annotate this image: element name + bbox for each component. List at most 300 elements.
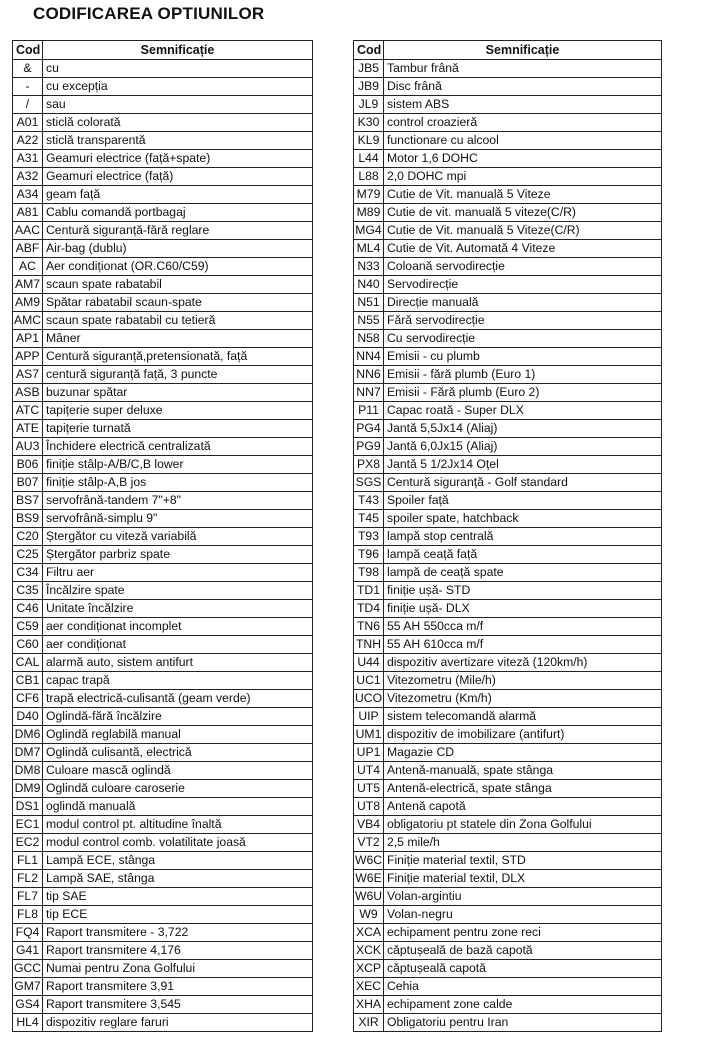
option-meaning: dispozitiv de imobilizare (antifurt)	[384, 726, 662, 744]
table-row	[354, 852, 662, 870]
option-meaning: cu	[43, 60, 313, 78]
table-row	[13, 564, 313, 582]
table-row	[13, 492, 313, 510]
option-code: TD4	[354, 600, 384, 618]
option-code: ABF	[13, 240, 43, 258]
table-row	[354, 762, 662, 780]
table-row	[13, 150, 313, 168]
option-meaning: Spătar rabatabil scaun-spate	[43, 294, 313, 312]
table-row	[13, 240, 313, 258]
column-header-meaning: Semnificație	[43, 41, 313, 60]
table-row	[13, 222, 313, 240]
option-meaning: oglindă manuală	[43, 798, 313, 816]
table-row	[13, 672, 313, 690]
option-code: CAL	[13, 654, 43, 672]
table-row	[354, 564, 662, 582]
option-code: &	[13, 60, 43, 78]
option-meaning: Volan-argintiu	[384, 888, 662, 906]
table-row	[354, 384, 662, 402]
table-row	[354, 600, 662, 618]
option-code: HL4	[13, 1014, 43, 1032]
option-code: XHA	[354, 996, 384, 1014]
option-meaning: Lampă SAE, stânga	[43, 870, 313, 888]
option-meaning: 55 AH 550cca m/f	[384, 618, 662, 636]
table-row	[354, 690, 662, 708]
option-meaning: servofrână-simplu 9"	[43, 510, 313, 528]
option-meaning: dispozitiv avertizare viteză (120km/h)	[384, 654, 662, 672]
table-row	[354, 330, 662, 348]
table-row	[13, 60, 313, 78]
table-row	[13, 852, 313, 870]
option-meaning: Fără servodirecție	[384, 312, 662, 330]
column-header-meaning: Semnificație	[384, 41, 662, 60]
table-row	[13, 636, 313, 654]
option-meaning: Cutie de Vit. manuală 5 Viteze(C/R)	[384, 222, 662, 240]
table-row	[13, 960, 313, 978]
option-code: C20	[13, 528, 43, 546]
option-meaning: tapițerie turnată	[43, 420, 313, 438]
option-meaning: Cutie de Vit. Automată 4 Viteze	[384, 240, 662, 258]
table-row	[13, 456, 313, 474]
option-code: NN4	[354, 348, 384, 366]
table-row	[354, 348, 662, 366]
option-meaning: Magazie CD	[384, 744, 662, 762]
table-row	[13, 420, 313, 438]
option-meaning: Volan-negru	[384, 906, 662, 924]
table-row	[13, 798, 313, 816]
option-code: SGS	[354, 474, 384, 492]
option-code: N33	[354, 258, 384, 276]
option-code: GM7	[13, 978, 43, 996]
table-row	[354, 996, 662, 1014]
option-code: VB4	[354, 816, 384, 834]
table-row	[13, 870, 313, 888]
table-row	[354, 672, 662, 690]
table-row	[354, 708, 662, 726]
option-code: PX8	[354, 456, 384, 474]
option-code: BS7	[13, 492, 43, 510]
option-meaning: Cehia	[384, 978, 662, 996]
option-meaning: Emisii - Fără plumb (Euro 2)	[384, 384, 662, 402]
table-row	[354, 654, 662, 672]
option-code: AMC	[13, 312, 43, 330]
table-row	[13, 600, 313, 618]
option-code: UC1	[354, 672, 384, 690]
option-code: NN7	[354, 384, 384, 402]
table-row	[13, 924, 313, 942]
option-code: DM8	[13, 762, 43, 780]
table-row	[13, 330, 313, 348]
table-row	[354, 816, 662, 834]
option-code: A32	[13, 168, 43, 186]
table-row	[354, 258, 662, 276]
option-code: T43	[354, 492, 384, 510]
option-meaning: Cutie de Vit. manuală 5 Viteze	[384, 186, 662, 204]
option-code: AS7	[13, 366, 43, 384]
option-meaning: Aer condiționat (OR.C60/C59)	[43, 258, 313, 276]
option-meaning: căptușeală capotă	[384, 960, 662, 978]
option-code: DS1	[13, 798, 43, 816]
codes-table-right	[353, 40, 662, 1032]
option-meaning: Oglindă-fără încălzire	[43, 708, 313, 726]
table-row	[354, 366, 662, 384]
table-row	[354, 528, 662, 546]
option-meaning: 2,5 mile/h	[384, 834, 662, 852]
table-row	[354, 582, 662, 600]
option-meaning: finiție ușă- STD	[384, 582, 662, 600]
table-row	[354, 474, 662, 492]
option-meaning: Raport transmitere - 3,722	[43, 924, 313, 942]
option-meaning: sticlă colorată	[43, 114, 313, 132]
option-meaning: aer condiționat incomplet	[43, 618, 313, 636]
option-meaning: spoiler spate, hatchback	[384, 510, 662, 528]
option-meaning: Motor 1,6 DOHC	[384, 150, 662, 168]
codes-table-left-body	[13, 60, 313, 1032]
option-meaning: Air-bag (dublu)	[43, 240, 313, 258]
table-row	[13, 258, 313, 276]
option-meaning: Jantă 6,0Jx15 (Aliaj)	[384, 438, 662, 456]
table-row	[354, 726, 662, 744]
option-meaning: lampă stop centrală	[384, 528, 662, 546]
table-row	[13, 510, 313, 528]
option-meaning: aer condiționat	[43, 636, 313, 654]
option-code: W6E	[354, 870, 384, 888]
page-title: CODIFICAREA OPTIUNILOR	[33, 4, 265, 23]
option-meaning: sticlă transparentă	[43, 132, 313, 150]
option-code: N40	[354, 276, 384, 294]
table-row	[354, 870, 662, 888]
option-code: AU3	[13, 438, 43, 456]
table-row	[13, 690, 313, 708]
table-row	[354, 204, 662, 222]
option-meaning: Geamuri electrice (față+spate)	[43, 150, 313, 168]
table-row	[354, 294, 662, 312]
option-meaning: Capac roată - Super DLX	[384, 402, 662, 420]
table-row	[354, 546, 662, 564]
option-code: XIR	[354, 1014, 384, 1032]
option-code: A22	[13, 132, 43, 150]
option-code: XCA	[354, 924, 384, 942]
table-row	[354, 924, 662, 942]
table-row	[13, 978, 313, 996]
option-code: C34	[13, 564, 43, 582]
option-meaning: lampă de ceață spate	[384, 564, 662, 582]
option-code: TN6	[354, 618, 384, 636]
table-row	[354, 132, 662, 150]
table-row	[13, 816, 313, 834]
option-code: FL7	[13, 888, 43, 906]
option-meaning: finiție stâlp-A,B jos	[43, 474, 313, 492]
table-row	[354, 438, 662, 456]
option-meaning: Jantă 5,5Jx14 (Aliaj)	[384, 420, 662, 438]
option-code: JB9	[354, 78, 384, 96]
option-code: D40	[13, 708, 43, 726]
option-code: ML4	[354, 240, 384, 258]
option-code: FQ4	[13, 924, 43, 942]
option-meaning: sistem telecomandă alarmă	[384, 708, 662, 726]
option-code: T45	[354, 510, 384, 528]
option-code: TD1	[354, 582, 384, 600]
option-meaning: 55 AH 610cca m/f	[384, 636, 662, 654]
option-meaning: Mâner	[43, 330, 313, 348]
option-meaning: dispozitiv reglare faruri	[43, 1014, 313, 1032]
option-code: DM7	[13, 744, 43, 762]
table-row	[354, 114, 662, 132]
table-row	[13, 312, 313, 330]
option-meaning: geam față	[43, 186, 313, 204]
option-code: N55	[354, 312, 384, 330]
option-meaning: Direcție manuală	[384, 294, 662, 312]
option-code: PG4	[354, 420, 384, 438]
table-row	[13, 708, 313, 726]
table-row	[354, 780, 662, 798]
option-meaning: sau	[43, 96, 313, 114]
option-meaning: Emisii - fără plumb (Euro 1)	[384, 366, 662, 384]
option-code: B07	[13, 474, 43, 492]
option-meaning: servofrână-tandem 7"+8"	[43, 492, 313, 510]
option-meaning: Geamuri electrice (față)	[43, 168, 313, 186]
option-meaning: Ștergător parbriz spate	[43, 546, 313, 564]
option-code: N58	[354, 330, 384, 348]
option-meaning: Disc frână	[384, 78, 662, 96]
option-code: B06	[13, 456, 43, 474]
option-meaning: Jantă 5 1/2Jx14 Oțel	[384, 456, 662, 474]
option-code: AM9	[13, 294, 43, 312]
option-code: N51	[354, 294, 384, 312]
option-code: BS9	[13, 510, 43, 528]
option-meaning: Raport transmitere 3,91	[43, 978, 313, 996]
option-meaning: sistem ABS	[384, 96, 662, 114]
table-row	[13, 114, 313, 132]
table-row	[354, 456, 662, 474]
table-row	[13, 294, 313, 312]
table-row	[354, 222, 662, 240]
option-meaning: scaun spate rabatabil cu tetieră	[43, 312, 313, 330]
column-header-code: Cod	[13, 41, 43, 60]
option-meaning: modul control pt. altitudine înaltă	[43, 816, 313, 834]
table-row	[354, 510, 662, 528]
table-row	[354, 276, 662, 294]
table-row	[354, 744, 662, 762]
option-meaning: Filtru aer	[43, 564, 313, 582]
option-meaning: Emisii - cu plumb	[384, 348, 662, 366]
option-meaning: căptușeală de bază capotă	[384, 942, 662, 960]
table-row	[13, 888, 313, 906]
option-meaning: Centură siguranță-fără reglare	[43, 222, 313, 240]
option-meaning: trapă electrică-culisantă (geam verde)	[43, 690, 313, 708]
option-meaning: Cu servodirecție	[384, 330, 662, 348]
table-row	[354, 978, 662, 996]
option-meaning: Închidere electrică centralizată	[43, 438, 313, 456]
table-row	[13, 168, 313, 186]
option-code: AM7	[13, 276, 43, 294]
table-row	[354, 636, 662, 654]
option-code: W6C	[354, 852, 384, 870]
table-row	[354, 240, 662, 258]
table-row	[13, 582, 313, 600]
table-row	[354, 78, 662, 96]
option-code: L88	[354, 168, 384, 186]
option-code: PG9	[354, 438, 384, 456]
option-meaning: Cutie de vit. manuală 5 viteze(C/R)	[384, 204, 662, 222]
table-row	[13, 78, 313, 96]
option-meaning: 2,0 DOHC mpi	[384, 168, 662, 186]
table-row	[13, 366, 313, 384]
table-row	[13, 1014, 313, 1032]
table-row	[354, 798, 662, 816]
table-row	[354, 906, 662, 924]
option-meaning: Coloană servodirecție	[384, 258, 662, 276]
option-code: A31	[13, 150, 43, 168]
option-code: UT4	[354, 762, 384, 780]
option-code: P11	[354, 402, 384, 420]
table-row	[13, 438, 313, 456]
option-meaning: cu excepția	[43, 78, 313, 96]
option-code: ATC	[13, 402, 43, 420]
option-code: K30	[354, 114, 384, 132]
option-meaning: control croazieră	[384, 114, 662, 132]
table-header-row	[13, 41, 313, 60]
table-row	[13, 996, 313, 1014]
option-code: EC2	[13, 834, 43, 852]
table-row	[354, 150, 662, 168]
option-meaning: tip SAE	[43, 888, 313, 906]
option-code: XCP	[354, 960, 384, 978]
option-meaning: Servodirecție	[384, 276, 662, 294]
option-code: KL9	[354, 132, 384, 150]
table-row	[354, 1014, 662, 1032]
table-row	[354, 834, 662, 852]
table-row	[354, 186, 662, 204]
option-meaning: Centură siguranță - Golf standard	[384, 474, 662, 492]
option-code: XCK	[354, 942, 384, 960]
option-code: C59	[13, 618, 43, 636]
option-code: T93	[354, 528, 384, 546]
option-code: UIP	[354, 708, 384, 726]
option-meaning: modul control comb. volatilitate joasă	[43, 834, 313, 852]
option-meaning: Antenă-manuală, spate stânga	[384, 762, 662, 780]
option-meaning: finiție ușă- DLX	[384, 600, 662, 618]
option-code: ATE	[13, 420, 43, 438]
option-code: T96	[354, 546, 384, 564]
option-code: XEC	[354, 978, 384, 996]
table-row	[13, 186, 313, 204]
option-code: NN6	[354, 366, 384, 384]
option-code: VT2	[354, 834, 384, 852]
option-meaning: Raport transmitere 3,545	[43, 996, 313, 1014]
option-code: L44	[354, 150, 384, 168]
option-meaning: centură siguranță față, 3 puncte	[43, 366, 313, 384]
option-code: APP	[13, 348, 43, 366]
option-meaning: capac trapă	[43, 672, 313, 690]
option-code: GS4	[13, 996, 43, 1014]
table-row	[354, 618, 662, 636]
option-meaning: Raport transmitere 4,176	[43, 942, 313, 960]
table-row	[13, 906, 313, 924]
option-code: JL9	[354, 96, 384, 114]
option-meaning: Tambur frână	[384, 60, 662, 78]
table-row	[354, 96, 662, 114]
table-row	[13, 618, 313, 636]
option-code: UP1	[354, 744, 384, 762]
option-code: M79	[354, 186, 384, 204]
option-meaning: functionare cu alcool	[384, 132, 662, 150]
option-meaning: Oglindă reglabilă manual	[43, 726, 313, 744]
table-row	[13, 528, 313, 546]
option-meaning: Numai pentru Zona Golfului	[43, 960, 313, 978]
option-meaning: Oglindă culoare caroserie	[43, 780, 313, 798]
option-code: -	[13, 78, 43, 96]
option-code: M89	[354, 204, 384, 222]
option-code: FL2	[13, 870, 43, 888]
table-row	[13, 942, 313, 960]
table-row	[13, 402, 313, 420]
option-code: UCO	[354, 690, 384, 708]
option-code: TNH	[354, 636, 384, 654]
option-code: DM9	[13, 780, 43, 798]
table-row	[13, 546, 313, 564]
option-meaning: Spoiler față	[384, 492, 662, 510]
option-meaning: Finiție material textil, STD	[384, 852, 662, 870]
option-meaning: Antenă capotă	[384, 798, 662, 816]
option-meaning: Oglindă culisantă, electrică	[43, 744, 313, 762]
option-code: AP1	[13, 330, 43, 348]
option-meaning: finiție stâlp-A/B/C,B lower	[43, 456, 313, 474]
table-row	[13, 654, 313, 672]
option-code: FL1	[13, 852, 43, 870]
option-meaning: Cablu comandă portbagaj	[43, 204, 313, 222]
option-code: DM6	[13, 726, 43, 744]
option-meaning: echipament zone calde	[384, 996, 662, 1014]
option-code: C25	[13, 546, 43, 564]
codes-table-left	[12, 40, 313, 1032]
option-meaning: Încălzire spate	[43, 582, 313, 600]
option-code: A01	[13, 114, 43, 132]
option-meaning: scaun spate rabatabil	[43, 276, 313, 294]
table-row	[354, 888, 662, 906]
table-row	[13, 348, 313, 366]
option-meaning: Lampă ECE, stânga	[43, 852, 313, 870]
table-row	[13, 132, 313, 150]
option-code: C46	[13, 600, 43, 618]
option-code: CB1	[13, 672, 43, 690]
option-code: C60	[13, 636, 43, 654]
codes-table-right-body	[354, 60, 662, 1032]
option-code: FL8	[13, 906, 43, 924]
option-meaning: Obligatoriu pentru Iran	[384, 1014, 662, 1032]
option-code: AAC	[13, 222, 43, 240]
table-row	[13, 744, 313, 762]
table-row	[13, 726, 313, 744]
option-meaning: obligatoriu pt statele din Zona Golfului	[384, 816, 662, 834]
option-code: T98	[354, 564, 384, 582]
option-meaning: Ștergător cu viteză variabilă	[43, 528, 313, 546]
option-meaning: Vitezometru (Mile/h)	[384, 672, 662, 690]
table-row	[13, 762, 313, 780]
option-meaning: Vitezometru (Km/h)	[384, 690, 662, 708]
option-meaning: alarmă auto, sistem antifurt	[43, 654, 313, 672]
option-meaning: Culoare mască oglindă	[43, 762, 313, 780]
table-row	[354, 312, 662, 330]
option-code: A81	[13, 204, 43, 222]
option-code: AC	[13, 258, 43, 276]
table-row	[354, 60, 662, 78]
option-code: /	[13, 96, 43, 114]
option-meaning: echipament pentru zone reci	[384, 924, 662, 942]
option-code: ASB	[13, 384, 43, 402]
table-row	[354, 168, 662, 186]
table-row	[13, 384, 313, 402]
